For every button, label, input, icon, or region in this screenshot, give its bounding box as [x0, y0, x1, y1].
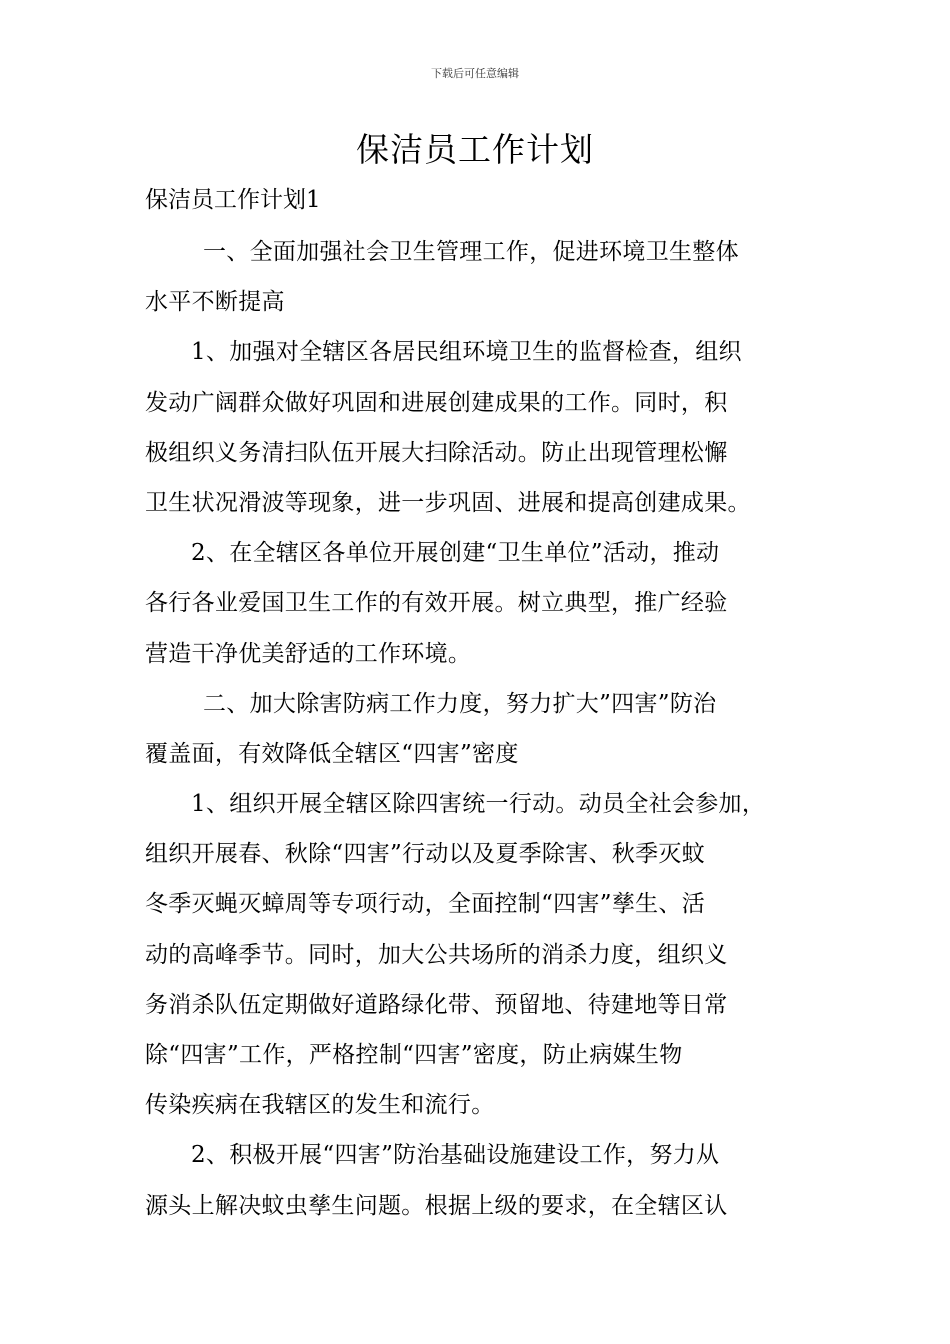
body-line: 组织开展春、秋除“四害”行动以及夏季除害、秋季灭蚊 — [145, 841, 706, 868]
body-line: 传染疾病在我辖区的发生和流行。 — [145, 1092, 495, 1119]
body-line: 发动广阔群众做好巩固和进展创建成果的工作。同时，积 — [145, 389, 728, 416]
body-line: 水平不断提高 — [145, 289, 285, 316]
document-title: 保洁员工作计划 — [356, 130, 594, 169]
document-body — [145, 227, 811, 1231]
body-line: 各行各业爱国卫生工作的有效开展。树立典型，推广经验 — [145, 590, 728, 617]
body-line: 卫生状况滑波等现象，进一步巩固、进展和提高创建成果。 — [145, 489, 751, 516]
body-line: 极组织义务清扫队伍开展大扫除活动。防止出现管理松懈 — [145, 439, 728, 466]
document-subtitle: 保洁员工作计划1 — [145, 187, 321, 213]
body-line: 务消杀队伍定期做好道路绿化带、预留地、待建地等日常 — [145, 991, 728, 1018]
body-line: 2、在全辖区各单位开展创建“卫生单位”活动，推动 — [191, 540, 720, 567]
header-note: 下载后可任意编辑 — [431, 67, 519, 80]
body-line: 1、组织开展全辖区除四害统一行动。动员全社会参加， — [191, 791, 766, 818]
body-line: 2、积极开展“四害”防治基础设施建设工作，努力从 — [191, 1142, 720, 1169]
body-line: 营造干净优美舒适的工作环境。 — [145, 640, 472, 667]
body-line: 动的高峰季节。同时，加大公共场所的消杀力度，组织义 — [145, 941, 728, 968]
body-line: 冬季灭蝇灭蟑周等专项行动，全面控制“四害”孳生、活 — [145, 891, 706, 918]
body-line: 除“四害”工作，严格控制“四害”密度，防止病媒生物 — [145, 1042, 683, 1068]
body-line: 1、加强对全辖区各居民组环境卫生的监督检查，组织 — [191, 339, 742, 366]
body-line: 源头上解决蚊虫孳生问题。根据上级的要求，在全辖区认 — [145, 1192, 728, 1219]
body-line: 二、加大除害防病工作力度，努力扩大”四害”防治 — [203, 690, 717, 717]
body-line: 一、全面加强社会卫生管理工作，促进环境卫生整体 — [203, 239, 739, 265]
body-line: 覆盖面，有效降低全辖区“四害”密度 — [145, 740, 519, 767]
